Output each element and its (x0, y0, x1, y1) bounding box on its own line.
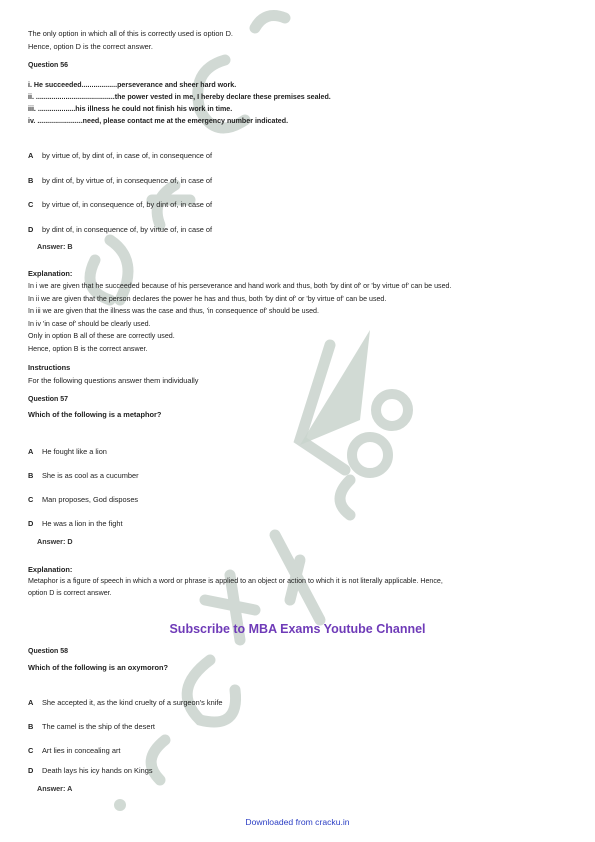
q56-answer: Answer: B (37, 242, 73, 251)
q56-option-b[interactable]: B by dint of, by virtue of, in consequence of, in case of (28, 176, 213, 185)
q56-explanation-line: Hence, option B is the correct answer. (28, 345, 148, 353)
q58-option-b[interactable]: B The camel is the ship of the desert (28, 722, 155, 731)
q58-answer: Answer: A (37, 784, 73, 793)
q57-option-a[interactable]: A He fought like a lion (28, 447, 107, 456)
question-58-heading: Question 58 (28, 648, 69, 655)
q56-line-1: i. He succeeded..................perseverance and sheer hard work. (28, 81, 237, 89)
question-57-heading: Question 57 (28, 396, 69, 403)
q56-line-3: iii. ...................his illness he could not finish his work in time. (28, 105, 233, 113)
instructions-text: For the following questions answer them individually (28, 376, 199, 385)
q57-explanation-line: option D is correct answer. (28, 589, 112, 597)
q57-option-d[interactable]: D He was a lion in the fight (28, 519, 123, 528)
q57-option-c[interactable]: C Man proposes, God disposes (28, 495, 139, 504)
q56-option-a[interactable]: A by virtue of, by dint of, in case of, in consequence of (28, 151, 213, 160)
q56-explanation-line: In iv 'in case of' should be clearly used. (28, 320, 151, 328)
q57-option-b[interactable]: B She is as cool as a cucumber (28, 471, 139, 480)
footer-download-link[interactable]: Downloaded from cracku.in (245, 817, 350, 827)
q56-line-4: iv. .......................need, please contact me at the emergency number indicated. (28, 117, 289, 125)
q58-option-c[interactable]: C Art lies in concealing art (28, 746, 121, 755)
q56-line-2: ii. ........................................the power vested in me, I hereby declare these premises sealed. (28, 93, 331, 101)
instructions-heading: Instructions (28, 363, 71, 372)
q57-question: Which of the following is a metaphor? (28, 410, 162, 419)
question-56-heading: Question 56 (28, 62, 69, 69)
q56-explanation-line: In i we are given that he succeeded because of his perseverance and hand work and thus, both 'by dint of' or 'by virtue of' can be used. (28, 282, 452, 290)
q56-explanation-line: In iii we are given that the illness was the case and thus, 'in consequence of' should be used. (28, 307, 319, 315)
q56-option-d[interactable]: D by dint of, in consequence of, by virtue of, in case of (28, 225, 213, 234)
subscribe-link[interactable]: Subscribe to MBA Exams Youtube Channel (169, 622, 426, 636)
q56-explanation-heading: Explanation: (28, 269, 73, 278)
intro-line-1: The only option in which all of this is correctly used is option D. (28, 29, 233, 38)
q57-explanation-line: Metaphor is a figure of speech in which a word or phrase is applied to an object or action to which it is not literally applicable. Hence, (28, 577, 443, 585)
q56-option-c[interactable]: C by virtue of, in consequence of, by dint of, in case of (28, 200, 213, 209)
q57-explanation-heading: Explanation: (28, 565, 73, 574)
q58-option-d[interactable]: D Death lays his icy hands on Kings (28, 766, 153, 775)
q56-explanation-line: Only in option B all of these are correctly used. (28, 332, 175, 340)
q56-explanation-line: In ii we are given that the person declares the power he has and thus, both 'by dint of' or 'by virtue of' can be used. (28, 295, 387, 303)
q58-option-a[interactable]: A She accepted it, as the kind cruelty of a surgeon's knife (28, 698, 223, 707)
q58-question: Which of the following is an oxymoron? (28, 663, 169, 672)
q57-answer: Answer: D (37, 537, 73, 546)
intro-line-2: Hence, option D is the correct answer. (28, 42, 153, 51)
